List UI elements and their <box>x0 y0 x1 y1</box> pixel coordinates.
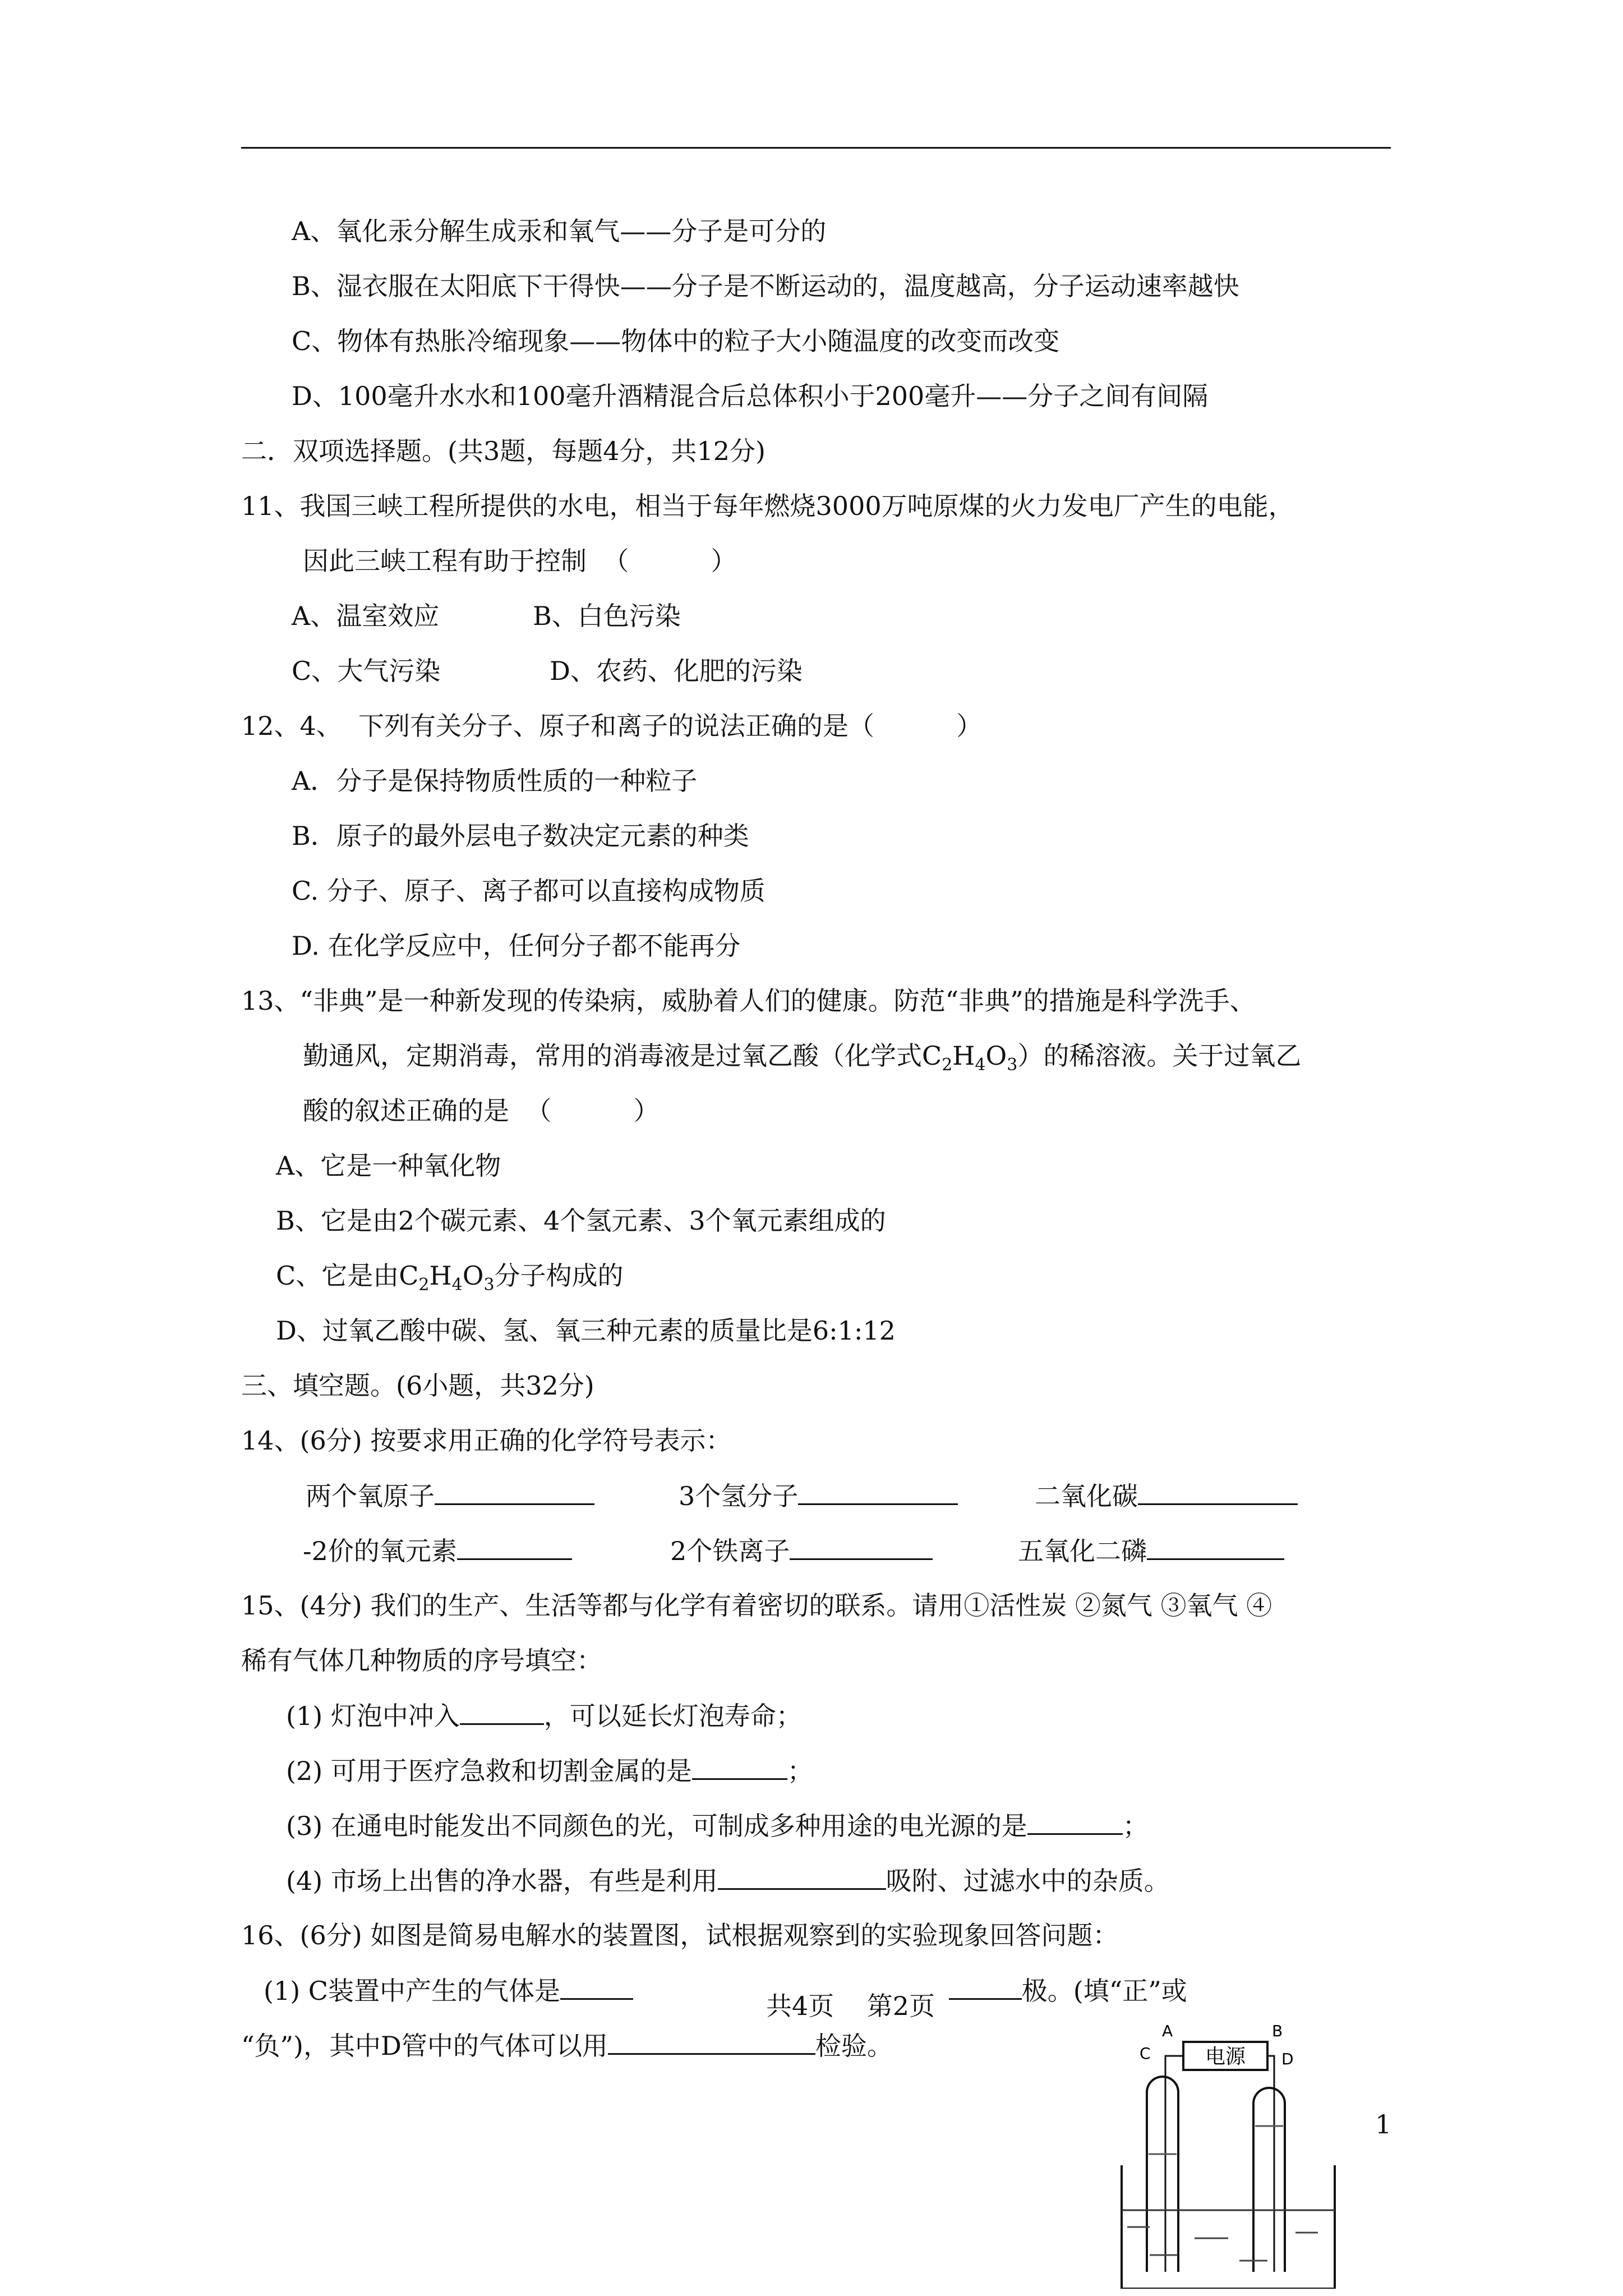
tube-d-label: D <box>1281 2050 1294 2068</box>
water-trough <box>1122 2165 1335 2289</box>
answer-blank[interactable] <box>608 2028 815 2055</box>
answer-blank[interactable] <box>1147 1534 1284 1560</box>
q12-option-b: B．原子的最外层电子数决定元素的种类 <box>292 821 749 851</box>
answer-blank[interactable] <box>1027 1809 1123 1835</box>
terminal-a-label: A <box>1162 2025 1173 2040</box>
q16-stem: 16、(6分) 如图是简易电解水的装置图，试根据观察到的实验现象回答问题： <box>241 1920 1119 1950</box>
q11-option-c: C、大气污染 <box>292 656 441 686</box>
q11-stem-line2: 因此三峡工程有助于控制 （ ） <box>303 546 737 576</box>
electrolysis-apparatus-figure <box>1116 2025 1352 2289</box>
q14-item-2: 3个氢分子 <box>679 1479 958 1513</box>
answer-blank[interactable] <box>692 1754 787 1780</box>
tube-c-label: C <box>1140 2044 1151 2063</box>
q11-option-d: D、农药、化肥的污染 <box>550 656 803 686</box>
q10-option-a: A、氧化汞分解生成汞和氧气——分子是可分的 <box>292 216 827 246</box>
q12-option-a: A．分子是保持物质性质的一种粒子 <box>292 766 698 796</box>
q14-item-3: 二氧化碳 <box>1035 1479 1298 1513</box>
tube-d <box>1253 2088 1285 2272</box>
q14-item-6: 五氧化二磷 <box>1018 1534 1284 1568</box>
q14-item-5: 2个铁离子 <box>670 1534 933 1568</box>
q16-part-1-line2: “负”)，其中D管中的气体可以用 检验。 <box>241 2028 893 2063</box>
answer-blank[interactable] <box>435 1479 594 1505</box>
terminal-b-label: B <box>1272 2025 1283 2040</box>
answer-blank[interactable] <box>949 1973 1022 2000</box>
q12-option-d: D. 在化学反应中，任何分子都不能再分 <box>292 931 741 961</box>
tube-c <box>1147 2077 1178 2272</box>
chemical-formula: $C_2H_4O_3$ <box>922 1041 1018 1075</box>
q15-stem-line1: 15、(4分) 我们的生产、生活等都与化学有着密切的联系。请用①活性炭 ②氮气 ③氧气 ④ <box>241 1590 1272 1621</box>
q15-sub-3: (3) 在通电时能发出不同颜色的光，可制成多种用途的电光源的是 ； <box>286 1809 1149 1843</box>
q13-option-c: C、它是由$C_2H_4O_3$分子构成的 <box>276 1260 624 1295</box>
q15-sub-2: (2) 可用于医疗急救和切割金属的是 ； <box>286 1754 813 1788</box>
q13-option-b: B、它是由2个碳元素、4个氢元素、3个氧元素组成的 <box>276 1205 886 1236</box>
q12-option-c: C. 分子、原子、离子都可以直接构成物质 <box>292 876 766 906</box>
q10-option-c: C、物体有热胀冷缩现象——物体中的粒子大小随温度的改变而改变 <box>292 326 1060 356</box>
q15-sub-4: (4) 市场上出售的净水器，有些是利用 吸附、过滤水中的杂质。 <box>286 1864 1170 1898</box>
q13-stem-line1: 13、“非典”是一种新发现的传染病，威胁着人们的健康。防范“非典”的措施是科学洗手、 <box>241 986 1256 1016</box>
q14-stem: 14、(6分) 按要求用正确的化学符号表示： <box>241 1425 732 1456</box>
q12-stem: 12、4、 下列有关分子、原子和离子的说法正确的是（ ） <box>241 711 983 741</box>
wire-left <box>1165 2056 1183 2272</box>
answer-blank[interactable] <box>457 1534 572 1560</box>
answer-blank[interactable] <box>560 1973 633 2000</box>
q10-option-b: B、湿衣服在太阳底下干得快——分子是不断运动的，温度越高，分子运动速率越快 <box>292 271 1239 301</box>
q13-option-d: D、过氧乙酸中碳、氢、氧三种元素的质量比是6:1:12 <box>276 1315 896 1346</box>
page-number: 1 <box>1375 2109 1392 2139</box>
header-rule <box>241 147 1391 149</box>
power-supply-label: 电源 <box>1205 2045 1246 2068</box>
chemical-formula: $C_2H_4O_3$ <box>399 1260 495 1295</box>
q14-item-4: -2价的氧元素 <box>303 1534 572 1568</box>
page-footer: 共4页 第2页 <box>757 1986 944 2023</box>
q11-stem-line1: 11、我国三峡工程所提供的水电，相当于每年燃烧3000万吨原煤的火力发电厂产生的电能， <box>241 491 1294 521</box>
q13-stem-line2: 勤通风，定期消毒，常用的消毒液是过氧乙酸（化学式$C_2H_4O_3$）的稀溶液。关于过氧乙 <box>303 1041 1302 1075</box>
q13-option-a: A、它是一种氧化物 <box>276 1151 501 1181</box>
q15-stem-line2: 稀有气体几种物质的序号填空： <box>241 1645 602 1676</box>
q16-part-1-line1: (1) C装置中产生的气体是 极。(填“正”或 <box>264 1973 1187 2008</box>
section-3-heading: 三、填空题。(6小题，共32分) <box>241 1370 594 1401</box>
water-ripples <box>1127 2227 1318 2261</box>
q13-stem-line3: 酸的叙述正确的是 （ ） <box>303 1096 660 1126</box>
answer-blank[interactable] <box>718 1864 886 1890</box>
q14-item-1: 两个氧原子 <box>306 1479 594 1513</box>
section-2-heading: 二．双项选择题。(共3题，每题4分，共12分) <box>241 436 766 466</box>
q15-sub-1: (1) 灯泡中冲入 ，可以延长灯泡寿命； <box>286 1699 802 1733</box>
q11-option-a: A、温室效应 <box>292 601 440 631</box>
answer-blank[interactable] <box>1138 1479 1298 1505</box>
answer-blank[interactable] <box>798 1479 958 1505</box>
q11-option-b: B、白色污染 <box>533 601 681 631</box>
answer-blank[interactable] <box>790 1534 933 1560</box>
answer-blank[interactable] <box>460 1699 544 1725</box>
q10-option-d: D、100毫升水水和100毫升酒精混合后总体积小于200毫升——分子之间有间隔 <box>292 381 1209 411</box>
